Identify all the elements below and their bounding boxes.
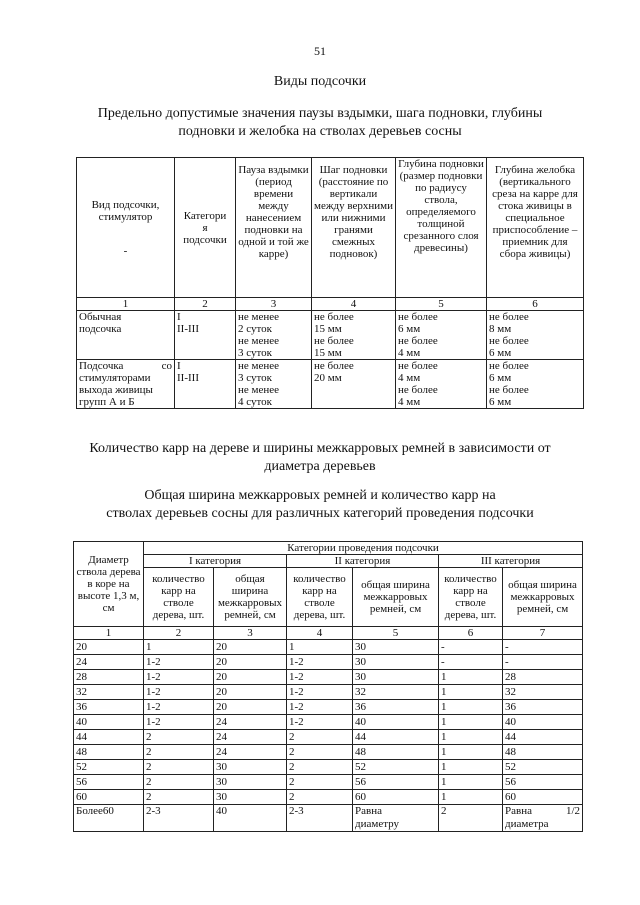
col-number: 6 <box>439 627 503 640</box>
cell-count-cat-1: 2 <box>144 745 214 760</box>
cell-kind <box>77 360 175 409</box>
header-width-cat-3: общая ширина межкарровых ремней, см <box>503 568 583 627</box>
cell-count-cat-3: 1 <box>439 670 503 685</box>
cell-line: групп А и Б <box>79 396 135 408</box>
cell-line: 4 мм <box>398 347 421 359</box>
cell-width-cat-1: 24 <box>214 730 287 745</box>
cell-category <box>175 311 236 360</box>
belts-row <box>74 730 583 745</box>
cell-line: 6 мм <box>489 372 512 384</box>
col-number: 2 <box>144 627 214 640</box>
cell-width-cat-3: 44 <box>503 730 583 745</box>
cell-groove <box>487 360 584 409</box>
cell-diameter: 40 <box>74 715 144 730</box>
cell-line: не более <box>314 360 354 372</box>
belts-header-cats <box>74 555 583 568</box>
cell-width-cat-2: 30 <box>353 655 439 670</box>
cell-count-cat-2: 2 <box>287 760 353 775</box>
col-number: 2 <box>175 298 236 311</box>
cell-count-cat-2: 2 <box>287 775 353 790</box>
cell-diameter: 48 <box>74 745 144 760</box>
cell-line: не менее <box>238 384 280 396</box>
cell-width-cat-3: 28 <box>503 670 583 685</box>
cell-line: не менее <box>238 335 280 347</box>
cell-count-cat-2: 1-2 <box>287 670 353 685</box>
cell-line: стимуляторами <box>79 372 151 384</box>
title-count-and-width <box>0 440 640 476</box>
cell-step <box>312 311 396 360</box>
header-count-cat-2: количество карр на стволе дерева, шт. <box>287 568 353 627</box>
belts-row <box>74 745 583 760</box>
cell-diameter: Более60 <box>74 805 144 832</box>
cell-count-cat-3: 1 <box>439 700 503 715</box>
col-number: 4 <box>312 298 396 311</box>
header-depth-renew-text: Глубина подновки (размер подновки по радиусу ствола, определяемого толщиной срезанного слоя древесины) <box>398 158 484 254</box>
header-cat-3: III категория <box>439 555 583 568</box>
cell-width-cat-3: - <box>503 640 583 655</box>
cell-line: не менее <box>238 311 280 323</box>
cell-count-cat-1: 1-2 <box>144 715 214 730</box>
cell-line: Обычная <box>79 311 122 323</box>
cell-line: не более <box>314 311 354 323</box>
cell-line: не более <box>314 335 354 347</box>
cell-width-cat-3 <box>503 805 583 832</box>
cell-width-cat-2: 52 <box>353 760 439 775</box>
limits-row-stimulated <box>77 360 584 409</box>
cell-line: 20 мм <box>314 372 342 384</box>
header-category-line-2: я <box>202 221 208 234</box>
cell-line: не менее <box>238 360 280 372</box>
cell-diameter: 52 <box>74 760 144 775</box>
belts-header-sub <box>74 568 583 627</box>
cell-count-cat-2: 2 <box>287 745 353 760</box>
cell-line: 4 суток <box>238 396 272 408</box>
cell-depth <box>396 311 487 360</box>
cell-count-cat-1: 1-2 <box>144 655 214 670</box>
header-category <box>175 158 236 298</box>
belts-row <box>74 670 583 685</box>
cell-width-cat-3: 52 <box>503 760 583 775</box>
belts-row <box>74 655 583 670</box>
cell-diameter: 36 <box>74 700 144 715</box>
cell-line: 3 суток <box>238 372 272 384</box>
title-limits-line-1: Предельно допустимые значения паузы вздымки, шага подновки, глубины <box>97 106 543 121</box>
cell-count-cat-1: 2 <box>144 790 214 805</box>
belts-row <box>74 760 583 775</box>
cell-width-cat-2: 32 <box>353 685 439 700</box>
cell-width-cat-2: 36 <box>353 700 439 715</box>
cell-count-cat-1: 1-2 <box>144 685 214 700</box>
belts-header-top <box>74 542 583 555</box>
title-total-line-1: Общая ширина межкарровых ремней и количество карр на <box>144 488 496 503</box>
cell-word: Равна <box>505 805 532 817</box>
cell-line: 8 мм <box>489 323 512 335</box>
cell-depth <box>396 360 487 409</box>
limits-table <box>76 157 584 409</box>
cell-count-cat-2: 2-3 <box>287 805 353 832</box>
header-category-line-3: подсочки <box>183 233 227 246</box>
cell-width-cat-2: 60 <box>353 790 439 805</box>
cell-line <box>505 805 580 818</box>
cell-count-cat-1: 1-2 <box>144 670 214 685</box>
cell-width-cat-3: 60 <box>503 790 583 805</box>
col-number: 1 <box>74 627 144 640</box>
belts-row <box>74 685 583 700</box>
cell-count-cat-3: 1 <box>439 715 503 730</box>
cell-width-cat-1: 30 <box>214 790 287 805</box>
cell-line: выхода живицы <box>79 384 153 396</box>
cell-category <box>175 360 236 409</box>
cell-width-cat-2: 30 <box>353 670 439 685</box>
cell-count-cat-2: 1-2 <box>287 655 353 670</box>
header-count-cat-3: количество карр на стволе дерева, шт. <box>439 568 503 627</box>
title-count-line-2: диаметра деревьев <box>264 459 376 474</box>
cell-line: не более <box>398 311 438 323</box>
cell-width-cat-3: 56 <box>503 775 583 790</box>
cell-count-cat-1: 1 <box>144 640 214 655</box>
cell-line: Равна <box>355 805 382 817</box>
title-total-width <box>0 487 640 523</box>
belts-row <box>74 640 583 655</box>
cell-line: 6 мм <box>489 347 512 359</box>
cell-diameter: 28 <box>74 670 144 685</box>
cell-width-cat-2: 56 <box>353 775 439 790</box>
cell-diameter: 32 <box>74 685 144 700</box>
col-number: 3 <box>236 298 312 311</box>
cell-groove <box>487 311 584 360</box>
cell-count-cat-3: - <box>439 640 503 655</box>
header-depth-groove-text: Глубина желобка (вертикального среза на карре для стока живицы в специальное приспособление –приемник для сбора живицы) <box>492 164 578 260</box>
cell-width-cat-3: 40 <box>503 715 583 730</box>
cell-pause <box>236 360 312 409</box>
cell-count-cat-2: 1 <box>287 640 353 655</box>
cell-line: 6 мм <box>489 396 512 408</box>
cell-line <box>79 360 172 372</box>
cell-count-cat-3: 1 <box>439 760 503 775</box>
cell-width-cat-1: 20 <box>214 685 287 700</box>
cell-line: не более <box>398 360 438 372</box>
title-kinds-of-tapping: Виды подсочки <box>273 74 367 89</box>
cell-count-cat-3: 1 <box>439 685 503 700</box>
header-categories: Категории проведения подсочки <box>144 542 583 555</box>
cell-count-cat-2: 2 <box>287 790 353 805</box>
cell-width-cat-2: 30 <box>353 640 439 655</box>
cell-count-cat-3: 1 <box>439 790 503 805</box>
cell-step <box>312 360 396 409</box>
cell-width-cat-2: 48 <box>353 745 439 760</box>
cell-count-cat-1: 2 <box>144 760 214 775</box>
cell-word: 1/2 <box>565 805 581 817</box>
cell-line: не более <box>489 360 529 372</box>
limits-table-header <box>77 158 584 298</box>
title-count-line-1: Количество карр на дереве и ширины межкарровых ремней в зависимости от <box>89 441 551 456</box>
header-kind <box>77 158 175 298</box>
cell-line: не более <box>398 384 438 396</box>
col-number: 5 <box>353 627 439 640</box>
title-limits-line-2: подновки и желобка на стволах деревьев сосны <box>178 124 462 139</box>
cell-width-cat-1: 40 <box>214 805 287 832</box>
limits-row-ordinary <box>77 311 584 360</box>
cell-count-cat-3: 1 <box>439 730 503 745</box>
cell-width-cat-1: 30 <box>214 775 287 790</box>
cell-line: диаметра <box>505 818 549 830</box>
col-number: 3 <box>214 627 287 640</box>
cell-line: I <box>177 311 181 323</box>
header-width-cat-2: общая ширина межкарровых ремней, см <box>353 568 439 627</box>
header-kind-text: Вид подсочки, стимулятор <box>91 198 160 223</box>
cell-width-cat-1: 30 <box>214 760 287 775</box>
cell-width-cat-2: 40 <box>353 715 439 730</box>
cell-width-cat-1: 24 <box>214 715 287 730</box>
header-depth-groove <box>487 158 584 298</box>
title-limits <box>0 105 640 141</box>
header-step <box>312 158 396 298</box>
limits-table-numbers <box>77 298 584 311</box>
cell-width-cat-3: 48 <box>503 745 583 760</box>
cell-line: II-III <box>177 323 199 335</box>
cell-width-cat-3: - <box>503 655 583 670</box>
cell-line: 15 мм <box>314 323 342 335</box>
belts-row <box>74 700 583 715</box>
cell-line: I <box>177 360 181 372</box>
cell-line: 3 суток <box>238 347 272 359</box>
cell-width-cat-1: 20 <box>214 670 287 685</box>
cell-count-cat-1: 1-2 <box>144 700 214 715</box>
col-number: 4 <box>287 627 353 640</box>
header-pause <box>236 158 312 298</box>
cell-line: не более <box>489 335 529 347</box>
header-cat-2: II категория <box>287 555 439 568</box>
cell-diameter: 60 <box>74 790 144 805</box>
belts-row <box>74 715 583 730</box>
header-depth-renew <box>396 158 487 298</box>
belts-row-more-60 <box>74 805 583 832</box>
cell-width-cat-2: 44 <box>353 730 439 745</box>
cell-count-cat-2: 1-2 <box>287 715 353 730</box>
cell-word: со <box>161 360 172 372</box>
cell-count-cat-3: 1 <box>439 745 503 760</box>
belts-row <box>74 775 583 790</box>
header-step-text: Шаг подновки (расстояние по вертикали между верхними или нижними гранями смежных подновок) <box>314 164 393 260</box>
cell-line: 15 мм <box>314 347 342 359</box>
cell-line: 4 мм <box>398 396 421 408</box>
cell-line: диаметру <box>355 818 400 830</box>
cell-diameter: 44 <box>74 730 144 745</box>
cell-width-cat-1: 24 <box>214 745 287 760</box>
header-kind-dot: - <box>123 244 128 257</box>
header-count-cat-1: количество карр на стволе дерева, шт. <box>144 568 214 627</box>
cell-line: 4 мм <box>398 372 421 384</box>
col-number: 1 <box>77 298 175 311</box>
cell-width-cat-3: 32 <box>503 685 583 700</box>
cell-width-cat-1: 20 <box>214 655 287 670</box>
cell-line: II-III <box>177 372 199 384</box>
cell-count-cat-3: 1 <box>439 775 503 790</box>
cell-width-cat-3: 36 <box>503 700 583 715</box>
cell-count-cat-1: 2 <box>144 730 214 745</box>
cell-width-cat-1: 20 <box>214 700 287 715</box>
belts-row <box>74 790 583 805</box>
header-width-cat-1: общая ширина межкарровых ремней, см <box>214 568 287 627</box>
cell-count-cat-2: 1-2 <box>287 685 353 700</box>
cell-line: не более <box>398 335 438 347</box>
cell-count-cat-2: 1-2 <box>287 700 353 715</box>
cell-line: не более <box>489 384 529 396</box>
cell-line: 2 суток <box>238 323 272 335</box>
cell-width-cat-1: 20 <box>214 640 287 655</box>
cell-line: подсочка <box>79 323 122 335</box>
cell-count-cat-3: 2 <box>439 805 503 832</box>
header-diameter: Диаметр ствола дерева в коре на высоте 1,3 м, см <box>74 542 144 627</box>
cell-width-cat-2 <box>353 805 439 832</box>
cell-word: Подсочка <box>79 360 124 372</box>
page-number: 51 <box>314 44 326 58</box>
cell-line: не более <box>489 311 529 323</box>
cell-count-cat-1: 2-3 <box>144 805 214 832</box>
header-cat-1: I категория <box>144 555 287 568</box>
cell-pause <box>236 311 312 360</box>
header-category-line-1: Категори <box>183 209 227 222</box>
title-total-line-2: стволах деревьев сосны для различных категорий проведения подсочки <box>106 506 534 521</box>
cell-count-cat-3: - <box>439 655 503 670</box>
cell-count-cat-1: 2 <box>144 775 214 790</box>
cell-line: 6 мм <box>398 323 421 335</box>
col-number: 6 <box>487 298 584 311</box>
col-number: 5 <box>396 298 487 311</box>
cell-kind <box>77 311 175 360</box>
belts-table <box>73 541 583 832</box>
belts-numbers <box>74 627 583 640</box>
cell-diameter: 56 <box>74 775 144 790</box>
cell-diameter: 24 <box>74 655 144 670</box>
col-number: 7 <box>503 627 583 640</box>
cell-diameter: 20 <box>74 640 144 655</box>
cell-count-cat-2: 2 <box>287 730 353 745</box>
header-pause-text: Пауза вздымки (период времени между нанесением подновки на одной и той же карре) <box>238 164 309 260</box>
